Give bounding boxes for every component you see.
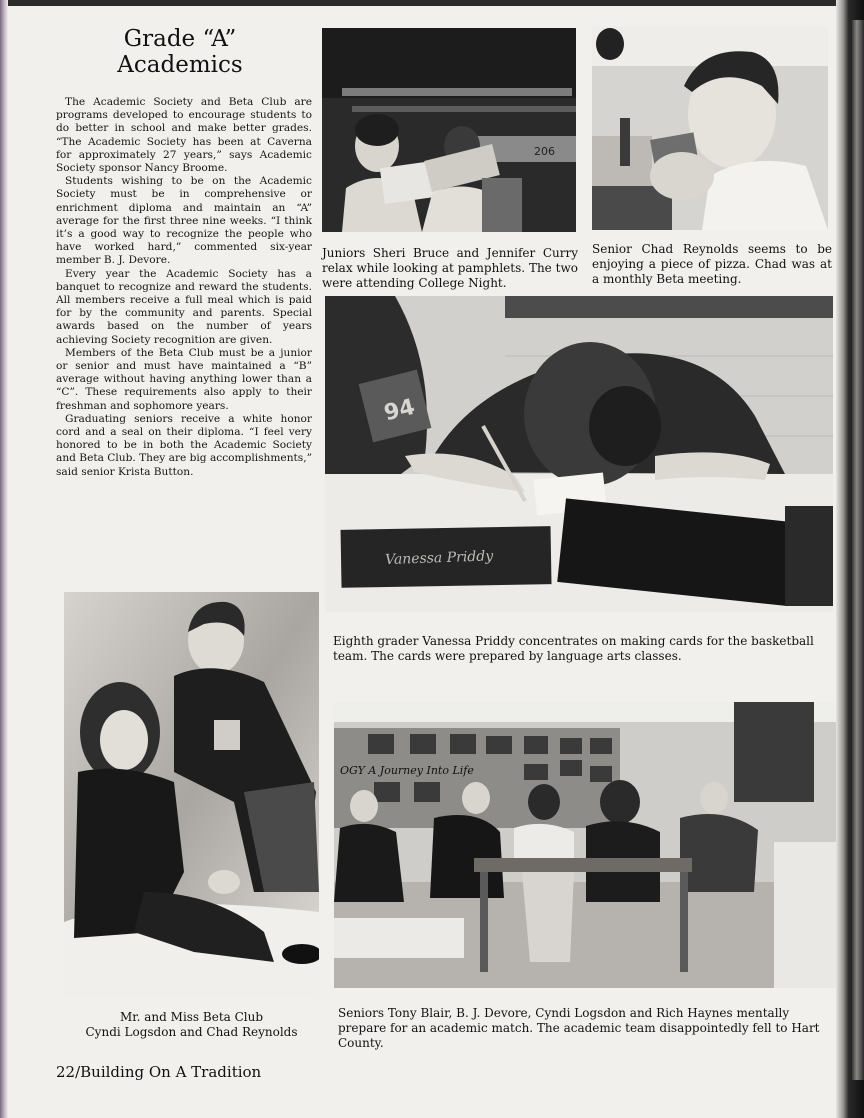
bleacher-number: 206 <box>534 145 555 158</box>
article-paragraph: Students wishing to be on the Academic Society must be in comprehensive or enrichment diploma and maintain an “A” average for the first three nine weeks. “I think it’s a good way to recognize the people who have worked hard,” commented six-year member B. J. Devore. <box>56 175 312 267</box>
jersey-number: 94 <box>381 394 418 427</box>
photo-beta-club-portrait <box>64 592 319 997</box>
caption-chad: Senior Chad Reynolds seems to be enjoying a piece of pizza. Chad was at a monthly Beta meeting. <box>592 242 832 286</box>
article-paragraph: Every year the Academic Society has a banquet to recognize and reward the students. All members receive a full meal which is paid for by the community and parents. Special awards based on the number of years achieving Society recognition are given. <box>56 267 312 346</box>
photo-juniors-college-night <box>322 28 576 232</box>
article-paragraph: The Academic Society and Beta Club are programs developed to encourage students to do better in school and make better grades. “The Academic Society has been at Caverna for approximately 27 years,” says Academic Society sponsor Nancy Broome. <box>56 96 312 175</box>
card-text: Vanessa Priddy <box>384 548 494 569</box>
photo-academic-team <box>334 702 836 988</box>
banner-text: OGY A Journey Into Life <box>340 764 474 777</box>
page-folio: 22/Building On A Tradition <box>56 1063 262 1081</box>
binding-spine <box>852 20 864 1080</box>
caption-vanessa: Eighth grader Vanessa Priddy concentrates on making cards for the basketball team. The cards were prepared by language arts classes. <box>333 634 814 663</box>
article-body <box>56 96 312 479</box>
caption-beta-club-line-2: Cyndi Logsdon and Chad Reynolds <box>85 1025 298 1039</box>
page-title-line-2: Academics <box>117 52 243 78</box>
page-title-line-1: Grade “A” <box>123 26 237 52</box>
page-left-edge <box>0 0 8 1118</box>
caption-seniors: Seniors Tony Blair, B. J. Devore, Cyndi Logsdon and Rich Haynes mentally prepare for an academic match. The academic team disappointedly fell to Hart County. <box>338 1006 820 1050</box>
caption-juniors: Juniors Sheri Bruce and Jennifer Curry relax while looking at pamphlets. The two were attending College Night. <box>322 246 578 290</box>
article-paragraph: Members of the Beta Club must be a junior or senior and must have maintained a “B” average without having anything lower than a “C”. These requirements also apply to their freshman and sophomore years. <box>56 346 312 412</box>
photo-vanessa-cards <box>325 296 833 612</box>
article-paragraph: Graduating seniors receive a white honor cord and a seal on their diploma. “I feel very honored to be in both the Academic Society and Beta Club. They are big accomplishments,” said senior Krista Button. <box>56 412 312 478</box>
caption-beta-club <box>64 1010 319 1040</box>
caption-beta-club-line-1: Mr. and Miss Beta Club <box>119 1010 264 1024</box>
page-title <box>60 26 300 78</box>
photo-chad-pizza <box>592 26 828 230</box>
top-edge <box>8 0 838 6</box>
